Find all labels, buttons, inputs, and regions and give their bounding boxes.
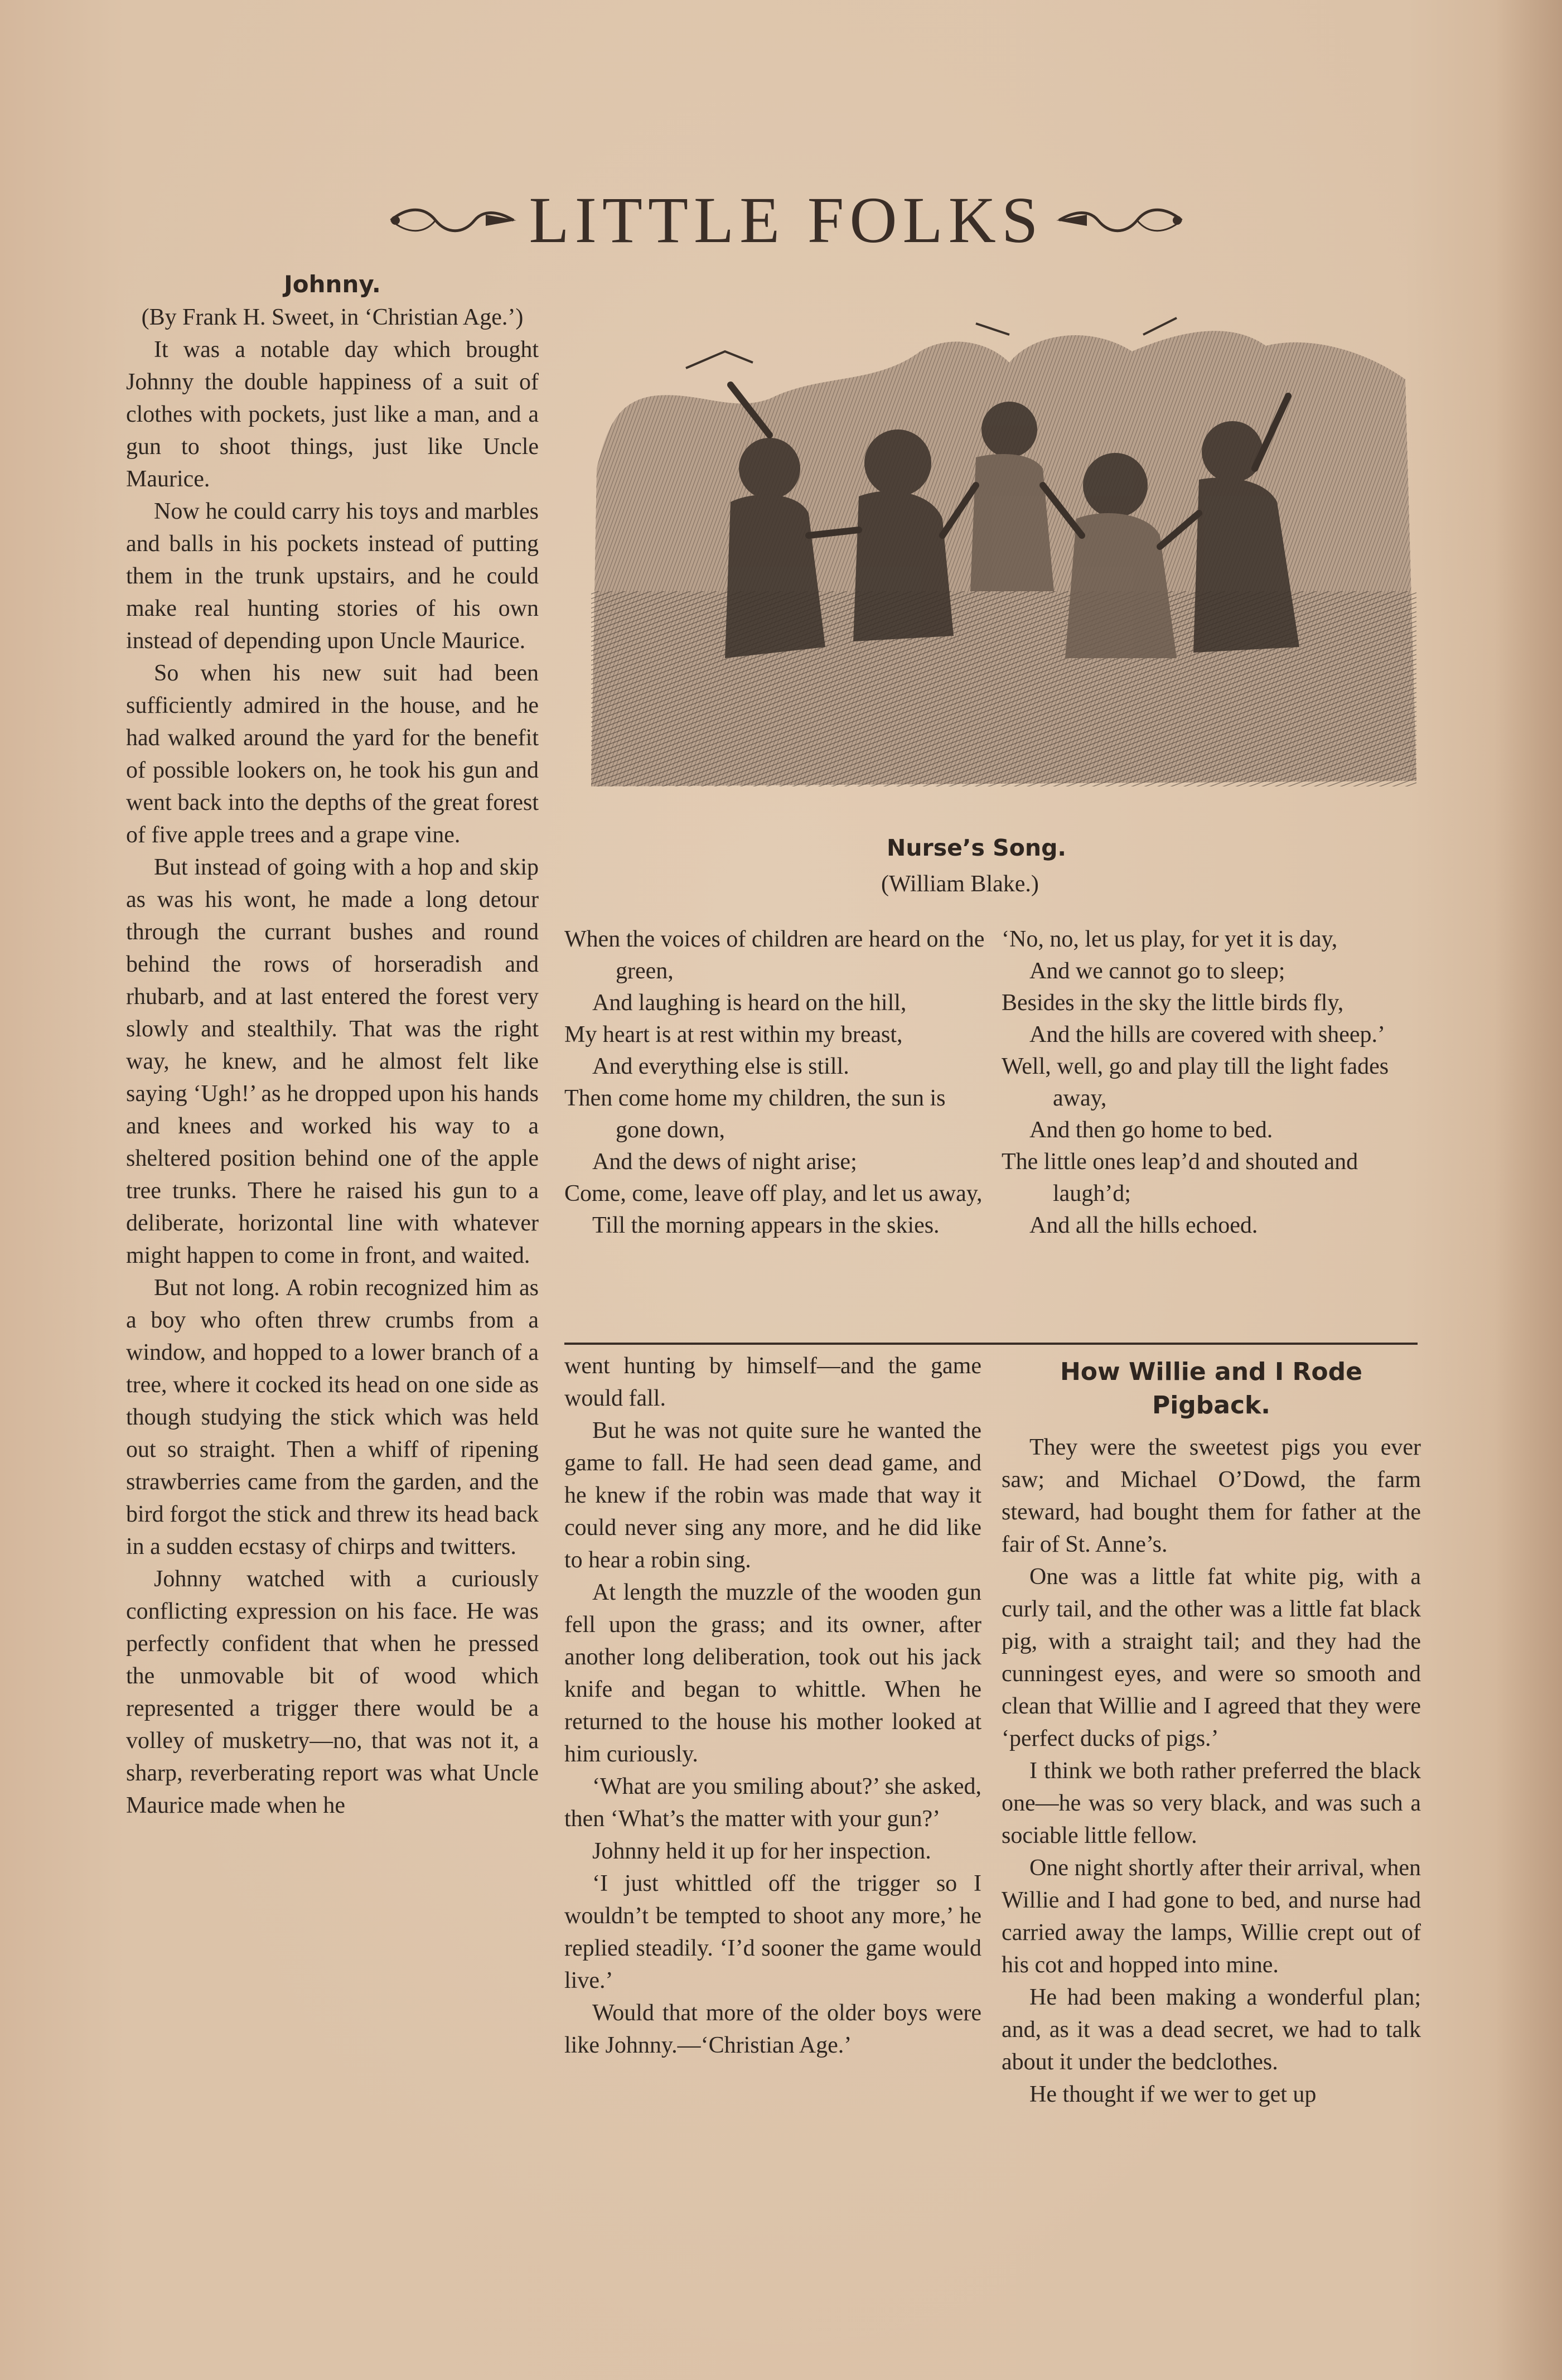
byline: (By Frank H. Sweet, in ‘Christian Age.’) [141, 305, 524, 330]
paragraph: Would that more of the older boys were like Johnny.—‘Christian Age.’ [564, 2000, 981, 2058]
paragraph: One night shortly after their arrival, when Willie and I had gone to bed, and nurse had carried away the lamps, Willie crept out of his cot and hopped into mine. [1002, 1855, 1421, 1978]
right-ornament-icon [1053, 204, 1187, 237]
poem-line: And we cannot go to sleep; [1029, 958, 1285, 984]
children-playing-engraving [586, 301, 1422, 792]
paragraph: Now he could carry his toys and marbles and balls in his pockets instead of putting them in the trunk upstairs, and he could make real hunting stories of his own instead of depending upon Uncle Maurice. [126, 499, 539, 654]
paragraph: But instead of going with a hop and skip as was his wont, he made a long detour through the currant bushes and round behind the rows of horseradish and rhubarb, and at last entered the forest very slowly and stealthily. That was the right way, he knew, and he almost felt like saying ‘Ugh!’ as he dropped upon his hands and knees and worked his way to a sheltered position behind one of the apple tree trunks. There he raised his gun to a deliberate, horizontal line with whatever might happen to come in front, and waited. [126, 855, 539, 1268]
johnny-continued-column [564, 1350, 981, 2062]
paragraph: They were the sweetest pigs you ever saw; and Michael O’Dowd, the farm steward, had bought them for father at the fair of St. Anne’s. [1002, 1435, 1421, 1557]
paragraph: But he was not quite sure he wanted the game to fall. He had seen dead game, and he knew if the robin was made that way it could never sing any more, and he did like to hear a robin sing. [564, 1418, 981, 1573]
paragraph: But not long. A robin recognized him as a boy who often threw crumbs from a window, and hopped to a lower branch of a tree, where it cocked its head on one side as though studying the stick which was held out so straight. Then a whiff of ripening strawberries came from the garden, and the bird forgot the stick and threw its head back in a sudden ecstasy of chirps and twitters. [126, 1275, 539, 1560]
poem-line: And laughing is heard on the hill, [592, 990, 907, 1016]
paragraph: It was a notable day which brought Johnny the double happiness of a suit of clothes with pockets, just like a man, and a gun to shoot things, just like Uncle Maurice. [126, 337, 539, 492]
story-title: Johnny. [284, 271, 381, 298]
poem-line: The little ones leap’d and shouted and laugh’d; [1002, 1149, 1358, 1206]
paragraph: I think we both rather preferred the black one—he was so very black, and was such a sociable little fellow. [1002, 1758, 1421, 1848]
poem-line: My heart is at rest within my breast, [564, 1022, 903, 1047]
paragraph: ‘I just whittled off the trigger so I wouldn’t be tempted to shoot any more,’ he replied steadily. ‘I’d sooner the game would live.’ [564, 1871, 981, 1993]
poem-title: Nurse’s Song. [887, 834, 1066, 861]
poem-line: ‘No, no, let us play, for yet it is day, [1002, 926, 1338, 952]
paragraph: So when his new suit had been sufficiently admired in the house, and he had walked around the yard for the benefit of possible lookers on, he took his gun and went back into the depths of the great forest of five apple trees and a grape vine. [126, 660, 539, 848]
poem-stanza-right [1002, 924, 1425, 1242]
poem-line: And all the hills echoed. [1029, 1213, 1258, 1238]
paragraph: went hunting by himself—and the game would fall. [564, 1353, 981, 1411]
willie-story-column [1002, 1350, 1421, 2111]
story-title: How Willie and I Rode Pigback. [1060, 1358, 1362, 1420]
poem-line: Come, come, leave off play, and let us away, [564, 1181, 983, 1206]
poem-line: Then come home my children, the sun is gone down, [564, 1085, 946, 1143]
poem-author: (William Blake.) [881, 871, 1039, 897]
page-fold-shadow [1495, 0, 1562, 2380]
masthead [312, 184, 1260, 257]
paragraph: He had been making a wonderful plan; and, as it was a dead secret, we had to talk about it under the bedclothes. [1002, 1985, 1421, 2075]
poem-heading [825, 830, 1439, 902]
poem-line: And everything else is still. [592, 1054, 849, 1079]
poem-line: Till the morning appears in the skies. [592, 1213, 940, 1238]
masthead-title: LITTLE FOLKS [529, 184, 1044, 257]
poem-line: And then go home to bed. [1029, 1117, 1273, 1143]
poem-line: And the hills are covered with sheep.’ [1029, 1022, 1385, 1047]
paragraph: At length the muzzle of the wooden gun fell upon the grass; and its owner, after another long deliberation, took out his jack knife and began to whittle. When he returned to the house his mother looked at him curiously. [564, 1580, 981, 1767]
section-divider [564, 1343, 1418, 1345]
paragraph: He thought if we wer to get up [1029, 2082, 1317, 2107]
poem-line: Besides in the sky the little birds fly, [1002, 990, 1344, 1016]
johnny-story-column [126, 268, 539, 1822]
paragraph: Johnny watched with a curiously conflicting expression on his face. He was perfectly confident that when he pressed the unmovable bit of wood which represented a trigger there would be a volley of musketry—no, that was not it, a sharp, reverberating report was what Uncle Maurice made when he [126, 1566, 539, 1818]
paragraph: One was a little fat white pig, with a curly tail, and the other was a little fat black pig, with a straight tail; and they had the cunningest eyes, and were so smooth and clean that Willie and I agreed that they were ‘perfect ducks of pigs.’ [1002, 1564, 1421, 1751]
left-ornament-icon [385, 204, 519, 237]
poem-line: And the dews of night arise; [592, 1149, 857, 1175]
poem-line: Well, well, go and play till the light fades away, [1002, 1054, 1389, 1111]
poem-stanza-left [564, 924, 988, 1242]
poem-line: When the voices of children are heard on the green, [564, 926, 985, 984]
paragraph: ‘What are you smiling about?’ she asked, then ‘What’s the matter with your gun?’ [564, 1774, 981, 1832]
paragraph: Johnny held it up for her inspection. [592, 1838, 931, 1864]
